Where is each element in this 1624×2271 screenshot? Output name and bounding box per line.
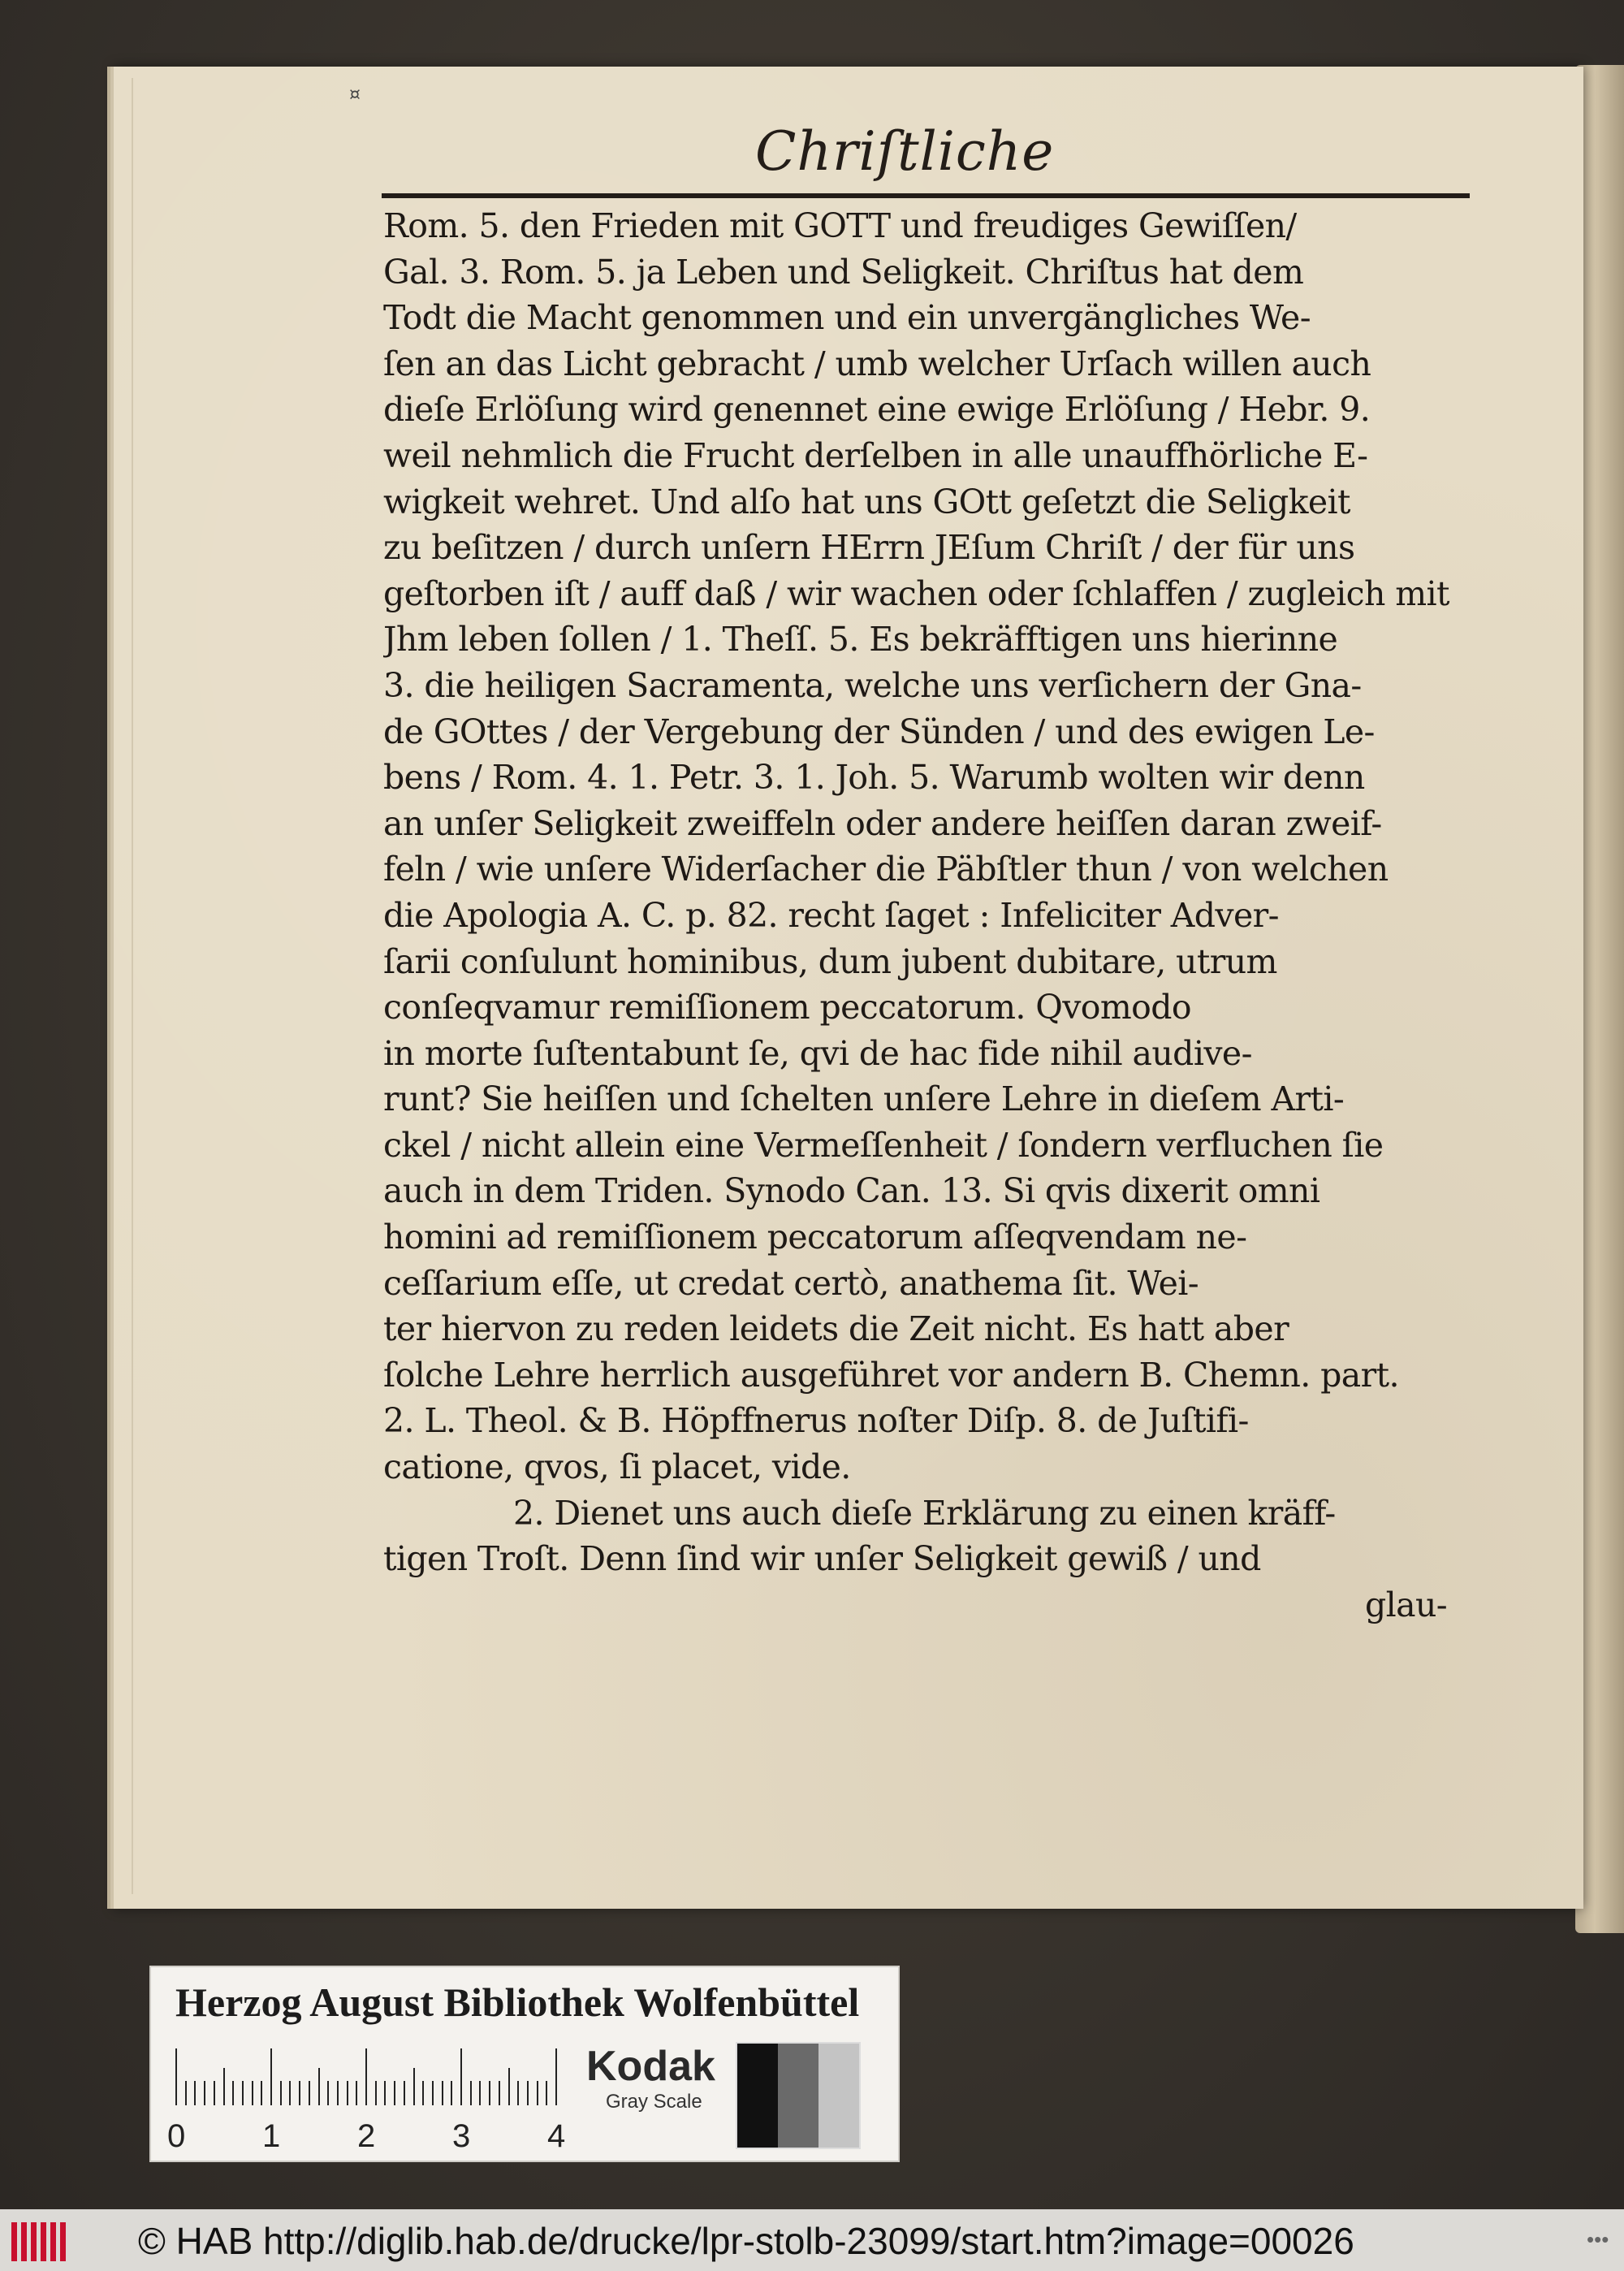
text-line: ceſſarium eſſe, ut credat certò, anathema ſit. Wei-	[383, 1263, 1199, 1303]
footer-bar	[0, 2209, 1624, 2271]
text-line: auch in dem Triden. Synodo Can. 13. Si qvis dixerit omni	[383, 1171, 1320, 1211]
ruler-tick	[442, 2081, 443, 2105]
ruler-tick	[432, 2081, 434, 2105]
ruler-tick	[261, 2081, 262, 2105]
footer-copyright-link[interactable]: © HAB http://diglib.hab.de/drucke/lpr-stolb-23099/start.htm?image=00026	[138, 2220, 1354, 2262]
text-line: an unſer Seligkeit zweiffeln oder andere heiſſen daran zweif-	[383, 803, 1382, 843]
text-line: tigen Troſt. Denn ſind wir unſer Seligkeit gewiß / und	[383, 1539, 1261, 1579]
ruler-tick	[356, 2081, 357, 2105]
gray-scale-label: Gray Scale	[606, 2091, 702, 2113]
text-line: 3. die heiligen Sacramenta, welche uns verſichern der Gna-	[383, 665, 1362, 705]
gray-swatch	[737, 2044, 778, 2148]
ruler-tick	[309, 2081, 310, 2105]
text-line: dieſe Erlöſung wird genennet eine ewige Erlöſung / Hebr. 9.	[383, 390, 1371, 430]
text-line: in morte ſuſtentabunt ſe, qvi de hac fide nihil audive-	[383, 1033, 1252, 1073]
text-line: zu beſitzen / durch unſern HErrn JEſum Chriſt / der für uns	[383, 528, 1355, 568]
running-head: Chriſtliche	[755, 120, 1055, 183]
hab-logo-icon	[11, 2222, 68, 2261]
ruler-number: 1	[262, 2118, 281, 2154]
text-line: ſolche Lehre herrlich ausgeführet vor andern B. Chemn. part.	[383, 1355, 1399, 1395]
text-line: conſeqvamur remiſſionem peccatorum. Qvomodo	[383, 988, 1191, 1027]
text-line: 2. L. Theol. & B. Höpffnerus noſter Diſp. 8. de Juſtifi-	[383, 1401, 1249, 1441]
ruler-tick	[194, 2081, 196, 2105]
ruler-tick	[214, 2081, 215, 2105]
more-dots-icon[interactable]: •••	[1587, 2227, 1609, 2252]
text-line: ter hiervon zu reden leidets die Zeit nicht. Es hatt aber	[383, 1309, 1289, 1349]
text-line: Jhm leben ſollen / 1. Theſſ. 5. Es bekräfftigen uns hierinne	[383, 620, 1338, 660]
ruler-tick	[270, 2048, 272, 2105]
ruler-tick	[555, 2048, 557, 2105]
ruler-tick	[517, 2081, 519, 2105]
text-line: bens / Rom. 4. 1. Petr. 3. 1. Joh. 5. Warumb wolten wir denn	[383, 758, 1365, 798]
ruler-tick	[347, 2081, 348, 2105]
text-line: wigkeit wehret. Und alſo hat uns GOtt geſetzt die Seligkeit	[383, 482, 1350, 521]
ruler-tick	[489, 2081, 490, 2105]
text-line: Todt die Macht genommen und ein unvergängliches We-	[383, 298, 1311, 338]
ruler-tick	[375, 2081, 377, 2105]
ruler-tick	[394, 2081, 395, 2105]
ruler-tick	[470, 2081, 472, 2105]
ruler-tick	[499, 2081, 500, 2105]
color-target-card	[149, 1966, 900, 2162]
ruler-tick	[508, 2068, 510, 2105]
ruler-tick	[365, 2048, 367, 2105]
text-line: runt? Sie heiſſen und ſchelten unſere Lehre in dieſem Arti-	[383, 1079, 1345, 1119]
header-rule	[382, 193, 1470, 198]
ruler-tick	[546, 2081, 547, 2105]
ruler-tick	[527, 2081, 529, 2105]
ruler-tick	[451, 2081, 452, 2105]
ruler-number: 4	[547, 2118, 566, 2154]
gray-swatch	[778, 2044, 818, 2148]
ruler-tick	[404, 2081, 405, 2105]
text-line: geſtorben iſt / auff daß / wir wachen oder ſchlaffen / zugleich mit	[383, 573, 1449, 613]
text-line: feln / wie unſere Widerſacher die Päbſtler thun / von welchen	[383, 850, 1389, 889]
ruler-tick	[318, 2068, 320, 2105]
corner-mark: ¤	[349, 84, 361, 105]
page-text-block	[383, 203, 1463, 1628]
text-line: Rom. 5. den Frieden mit GOTT und freudiges Gewiſſen/	[383, 206, 1297, 245]
gray-scale-swatches	[736, 2042, 861, 2149]
text-line: catione, qvos, ſi placet, vide.	[383, 1447, 851, 1487]
ruler-tick	[413, 2068, 415, 2105]
ruler-tick	[299, 2081, 300, 2105]
text-line: homini ad remiſſionem peccatorum aſſeqvendam ne-	[383, 1218, 1247, 1257]
ruler-tick	[337, 2081, 339, 2105]
ruler-tick	[537, 2081, 538, 2105]
catchword: glau-	[1364, 1585, 1447, 1624]
ruler-tick	[479, 2081, 481, 2105]
text-line: ſen an das Licht gebracht / umb welcher Urſach willen auch	[383, 344, 1371, 383]
ruler-tick	[384, 2081, 386, 2105]
kodak-logo: Kodak	[586, 2043, 715, 2090]
ruler-tick	[327, 2081, 329, 2105]
ruler-tick	[175, 2048, 177, 2105]
ruler-tick	[252, 2081, 253, 2105]
text-line: ckel / nicht allein eine Vermeſſenheit / ſondern verfluchen ſie	[383, 1125, 1384, 1165]
library-name: Herzog August Bibliothek Wolfenbüttel	[175, 1979, 860, 2025]
ruler-tick	[289, 2081, 291, 2105]
ruler-tick	[204, 2081, 205, 2105]
ruler-number: 0	[167, 2118, 186, 2154]
ruler-tick	[460, 2048, 462, 2105]
text-line: weil nehmlich die Frucht derſelben in alle unauffhörliche E-	[383, 435, 1368, 475]
text-line: die Apologia A. C. p. 82. recht ſaget : Infeliciter Adver-	[383, 895, 1279, 935]
text-line: 2. Dienet uns auch dieſe Erklärung zu einen kräff-	[513, 1493, 1336, 1533]
ruler-tick	[232, 2081, 234, 2105]
gray-swatch	[818, 2044, 859, 2148]
ruler-tick	[185, 2081, 187, 2105]
ruler-tick	[242, 2081, 244, 2105]
ruler-tick	[422, 2081, 424, 2105]
ruler-number: 3	[452, 2118, 471, 2154]
ruler-number: 2	[357, 2118, 376, 2154]
ruler-tick	[280, 2081, 282, 2105]
text-line: ſarii conſulunt hominibus, dum jubent dubitare, utrum	[383, 941, 1277, 981]
ruler-tick	[223, 2068, 225, 2105]
text-line: de GOttes / der Vergebung der Sünden / und des ewigen Le-	[383, 712, 1375, 751]
text-line: Gal. 3. Rom. 5. ja Leben und Seligkeit. Chriſtus hat dem	[383, 252, 1304, 292]
